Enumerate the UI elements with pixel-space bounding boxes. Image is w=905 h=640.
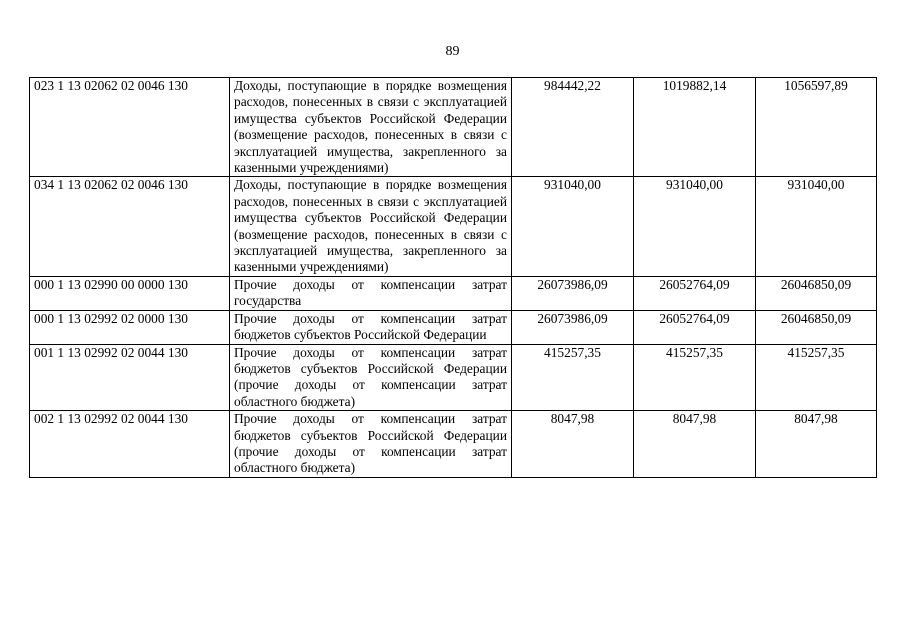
amount-year3-cell: 1056597,89 [756,78,877,177]
budget-code-cell: 023 1 13 02062 02 0046 130 [30,78,230,177]
budget-code-cell: 034 1 13 02062 02 0046 130 [30,177,230,276]
table-row [30,78,877,177]
amount-year1-cell: 26073986,09 [512,310,634,344]
amount-year3-cell: 26046850,09 [756,310,877,344]
amount-year2-cell: 26052764,09 [634,310,756,344]
table-row [30,411,877,478]
revenue-name-cell: Доходы, поступающие в порядке возмещения расходов, понесенных в связи с эксплуатацией имущества субъектов Российской Федерации (возмещение расходов, понесенных в связи с эксплуатацией имущества, закрепленного за казенными учреждениями) [230,177,512,276]
table-row [30,310,877,344]
budget-code-cell: 000 1 13 02992 02 0000 130 [30,310,230,344]
amount-year1-cell: 415257,35 [512,344,634,411]
revenue-name-cell: Доходы, поступающие в порядке возмещения расходов, понесенных в связи с эксплуатацией имущества субъектов Российской Федерации (возмещение расходов, понесенных в связи с эксплуатацией имущества, закрепленного за казенными учреждениями) [230,78,512,177]
amount-year1-cell: 8047,98 [512,411,634,478]
revenue-table [29,77,877,478]
amount-year3-cell: 26046850,09 [756,276,877,310]
amount-year2-cell: 8047,98 [634,411,756,478]
budget-code-cell: 000 1 13 02990 00 0000 130 [30,276,230,310]
amount-year1-cell: 26073986,09 [512,276,634,310]
amount-year1-cell: 931040,00 [512,177,634,276]
revenue-name-cell: Прочие доходы от компенсации затрат государства [230,276,512,310]
amount-year2-cell: 415257,35 [634,344,756,411]
revenue-name-cell: Прочие доходы от компенсации затрат бюджетов субъектов Российской Федерации (прочие доходы от компенсации затрат областного бюджета) [230,411,512,478]
table-row [30,344,877,411]
budget-code-cell: 002 1 13 02992 02 0044 130 [30,411,230,478]
amount-year3-cell: 931040,00 [756,177,877,276]
amount-year3-cell: 8047,98 [756,411,877,478]
amount-year2-cell: 1019882,14 [634,78,756,177]
amount-year2-cell: 931040,00 [634,177,756,276]
revenue-name-cell: Прочие доходы от компенсации затрат бюджетов субъектов Российской Федерации (прочие доходы от компенсации затрат областного бюджета) [230,344,512,411]
budget-code-cell: 001 1 13 02992 02 0044 130 [30,344,230,411]
revenue-name-cell: Прочие доходы от компенсации затрат бюджетов субъектов Российской Федерации [230,310,512,344]
table-row [30,276,877,310]
amount-year2-cell: 26052764,09 [634,276,756,310]
table-row [30,177,877,276]
page-number: 89 [445,44,460,59]
amount-year1-cell: 984442,22 [512,78,634,177]
amount-year3-cell: 415257,35 [756,344,877,411]
